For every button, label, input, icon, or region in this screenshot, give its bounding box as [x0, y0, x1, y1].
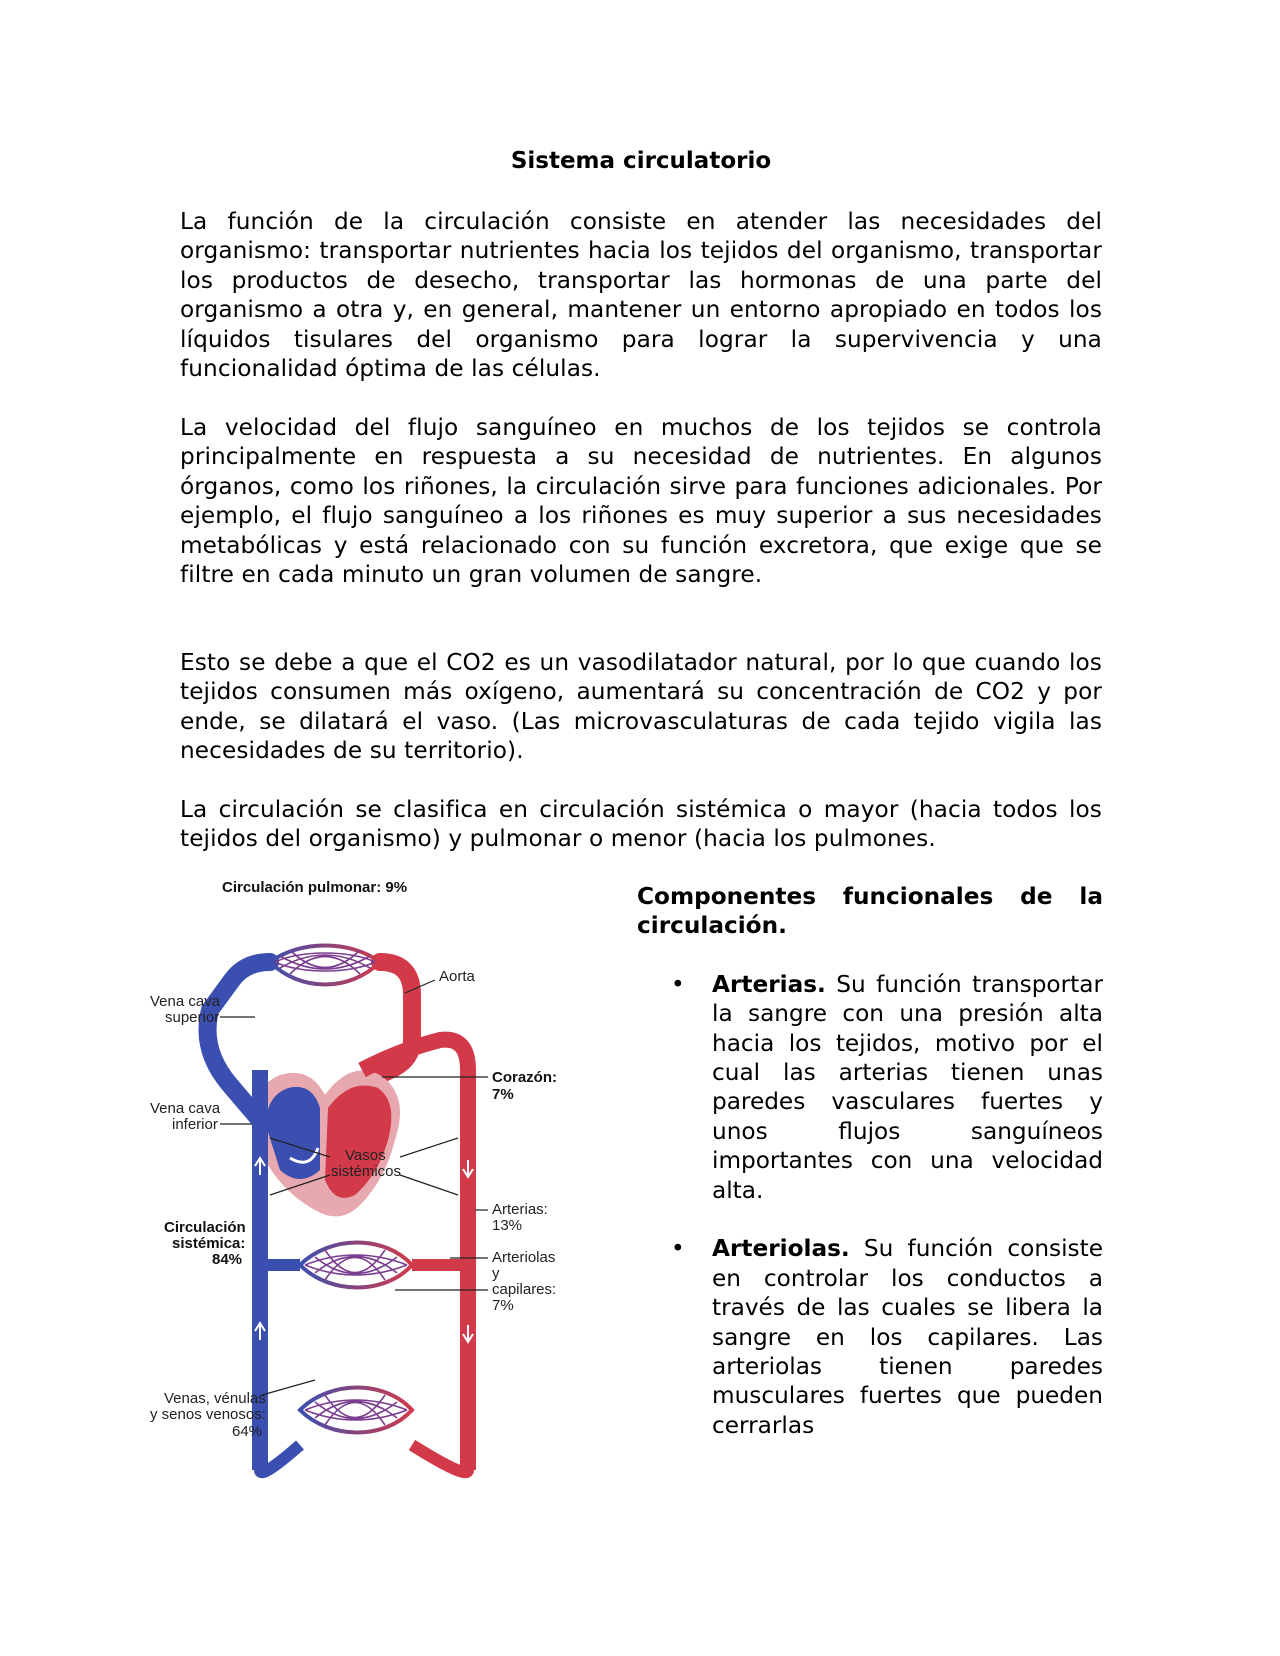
label-arterioles-2: y: [492, 1265, 500, 1282]
label-veins-1: Venas, vénulas: [164, 1390, 266, 1407]
label-vena-cava-inferior-1: Vena cava: [150, 1100, 221, 1117]
label-heart-2: 7%: [492, 1086, 514, 1103]
paragraph-4: La circulación se clasifica en circulación sistémica o mayor (hacia todos los tejidos del organismo) y pulmonar o menor (hacia los pulmones.: [180, 796, 1102, 853]
label-aorta: Aorta: [439, 968, 475, 985]
label-systemic-vessels-2: sistémicos: [331, 1163, 402, 1180]
label-heart-1: Corazón:: [492, 1069, 557, 1086]
label-arteries-1: Arterias:: [492, 1201, 548, 1218]
label-systemic-vessels-1: Vasos: [345, 1147, 386, 1164]
text-arteriolas: Su función consiste en controlar los conductos a través de las cuales se libera la sangre en los capilares. Las arteriolas tienen paredes musculares fuertes que pueden cerrarlas: [712, 1235, 1103, 1439]
label-systemic-circulation-1: Circulación: [164, 1219, 246, 1236]
list-item-arteriolas: [637, 1234, 1103, 1440]
label-systemic-circulation-3: 84%: [212, 1251, 243, 1268]
systemic-capillary-bed-2: [260, 1388, 468, 1473]
components-section: [637, 882, 1103, 1470]
paragraph-1: La función de la circulación consiste en atender las necesidades del organismo: transportar nutrientes hacia los tejidos del organismo, transportar los productos de desecho, transportar las hormonas de una parte del organismo a otra y, en general, mantener un entorno apropiado en todos los líquidos tisulares del organismo para lograr la supervivencia y una funcionalidad óptima de las células.: [180, 208, 1102, 383]
label-veins-2: y senos venosos:: [150, 1406, 266, 1423]
list-item-arterias: [637, 970, 1103, 1205]
label-veins-3: 64%: [232, 1423, 263, 1440]
label-pulmonary-circulation: Circulación pulmonar: 9%: [222, 879, 408, 896]
paragraph-3: Esto se debe a que el CO2 es un vasodilatador natural, por lo que cuando los tejidos consumen más oxígeno, aumentará su concentración de CO2 y por ende, se dilatará el vaso. (Las microvasculaturas de cada tejido vigila las necesidades de su territorio).: [180, 649, 1102, 765]
section-heading: Componentes funcionales de la circulación.: [637, 883, 1103, 940]
label-arterioles-1: Arteriolas: [492, 1249, 556, 1266]
label-vena-cava-superior-1: Vena cava: [150, 993, 221, 1010]
bullet-icon: •: [671, 1235, 685, 1263]
label-vena-cava-superior-2: superior: [165, 1009, 220, 1026]
label-vena-cava-inferior-2: inferior: [172, 1116, 218, 1133]
label-arteries-2: 13%: [492, 1217, 523, 1234]
bullet-icon: •: [671, 970, 685, 998]
label-systemic-circulation-2: sistémica:: [172, 1235, 246, 1252]
term-arteriolas: Arteriolas.: [712, 1235, 850, 1263]
heart-shape: [253, 1071, 400, 1217]
components-list: [637, 970, 1103, 1440]
term-arterias: Arterias.: [712, 970, 826, 998]
document-title: Sistema circulatorio: [510, 148, 772, 174]
circulation-diagram: [150, 870, 600, 1522]
text-arterias: Su función transportar la sangre con una presión alta hacia los tejidos, motivo por el cual las arterias tienen unas paredes vasculares fuertes y unos flujos sanguíneos importantes con una velocidad alta.: [712, 970, 1103, 1204]
label-arterioles-3: capilares:: [492, 1281, 557, 1298]
systemic-capillary-bed-1: [268, 1243, 460, 1288]
circulation-diagram-svg: [150, 870, 600, 1522]
paragraph-2: La velocidad del flujo sanguíneo en muchos de los tejidos se controla principalmente en respuesta a su necesidad de nutrientes. En algunos órganos, como los riñones, la circulación sirve para funciones adicionales. Por ejemplo, el flujo sanguíneo a los riñones es muy superior a sus necesidades metabólicas y está relacionado con su función excretora, que exige que se filtre en cada minuto un gran volumen de sangre.: [180, 414, 1102, 589]
label-arterioles-4: 7%: [492, 1297, 514, 1314]
